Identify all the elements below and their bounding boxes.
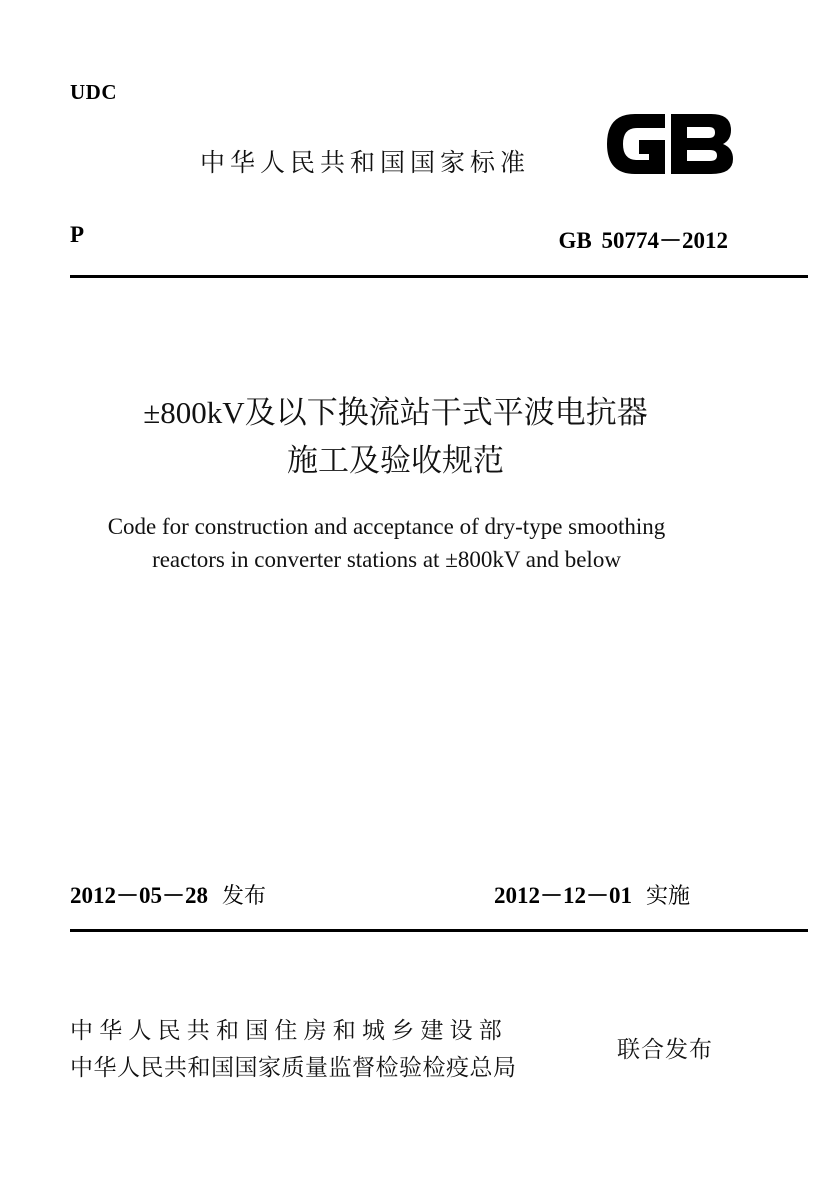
issue-label: 发布 — [222, 884, 267, 909]
standard-number: GB 50774－2012 — [558, 228, 728, 253]
national-standard-title: 中华人民共和国国家标准 — [200, 148, 531, 177]
publisher-line2: 中华人民共和国国家质量监督检验检疫总局 — [70, 1055, 517, 1081]
implement-date-block — [494, 877, 690, 910]
implement-label: 实施 — [646, 884, 691, 909]
gb-logo-icon — [599, 104, 739, 184]
issue-date: 2012－05－28 — [70, 883, 208, 908]
classification-code: P — [70, 222, 85, 247]
udc-label: UDC — [70, 80, 117, 104]
title-english-line2: reactors in converter stations at ±800kV and below — [152, 547, 621, 572]
title-chinese-line2: 施工及验收规范 — [287, 443, 504, 478]
title-chinese-line1: ±800kV及以下换流站干式平波电抗器 — [143, 395, 648, 430]
joint-publish-label: 联合发布 — [617, 1037, 713, 1063]
title-english-line1: Code for construction and acceptance of dry-type smoothing — [107, 514, 666, 539]
top-divider — [70, 275, 808, 278]
implement-date: 2012－12－01 — [494, 883, 632, 908]
publisher-line1: 中华人民共和国住房和城乡建设部 — [70, 1018, 508, 1044]
bottom-divider — [70, 929, 808, 932]
issue-date-block — [70, 877, 266, 910]
